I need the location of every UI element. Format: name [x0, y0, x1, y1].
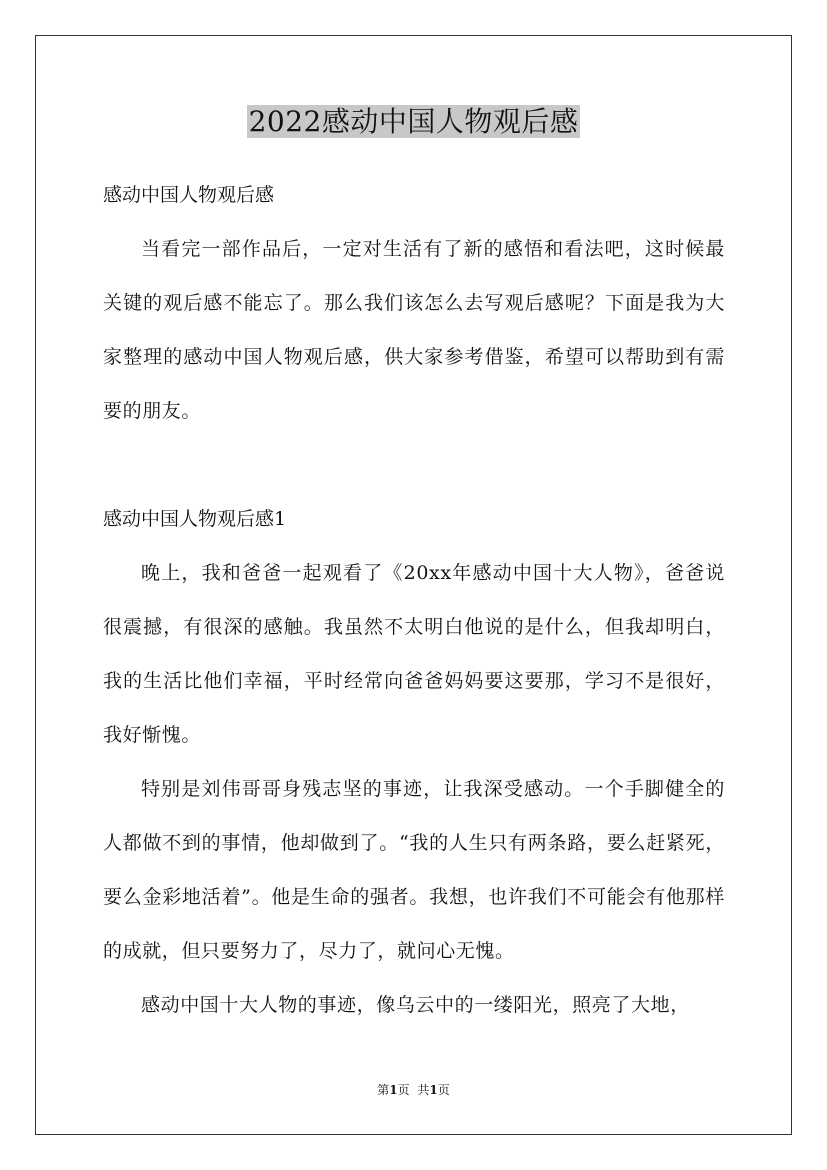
section-heading: 感动中国人物观后感: [103, 184, 275, 206]
intro-paragraph: 当看完一部作品后，一定对生活有了新的感悟和看法吧，这时候最关键的观后感不能忘了。那么我们该怎么去写观后感呢？下面是我为大家整理的感动中国人物观后感，供大家参考借鉴，希望可以帮助到有需要的朋友。: [103, 238, 725, 422]
total-prefix: 共: [417, 1083, 430, 1097]
total-label: 页: [437, 1083, 450, 1097]
page-current: 1: [389, 1083, 398, 1097]
document-body: [103, 168, 725, 1032]
essay-1-paragraph-2: 特别是刘伟哥哥身残志坚的事迹，让我深受感动。一个手脚健全的人都做不到的事情，他却做到了。“我的人生只有两条路，要么赶紧死，要么金彩地活着”。他是生命的强者。我想，也许我们不可能会有他那样的成就，但只要努力了，尽力了，就问心无愧。: [103, 778, 725, 962]
document-title-text: 2022感动中国人物观后感: [248, 105, 579, 138]
page-prefix: 第: [377, 1083, 390, 1097]
essay-1-paragraph-3: 感动中国十大人物的事迹，像乌云中的一缕阳光，照亮了大地，: [141, 994, 690, 1016]
paragraph-spacer: [103, 438, 725, 492]
document-title: [0, 102, 827, 142]
page-label: 页: [397, 1083, 410, 1097]
page-footer: [0, 1082, 827, 1098]
essay-1-paragraph-1: 晚上，我和爸爸一起观看了《20xx年感动中国十大人物》，爸爸说很震撼，有很深的感触。我虽然不太明白他说的是什么，但我却明白，我的生活比他们幸福，平时经常向爸爸妈妈要这要那，学习不是很好，我好惭愧。: [103, 562, 725, 746]
page-total: 1: [429, 1083, 438, 1097]
essay-1-heading: 感动中国人物观后感1: [103, 508, 287, 530]
